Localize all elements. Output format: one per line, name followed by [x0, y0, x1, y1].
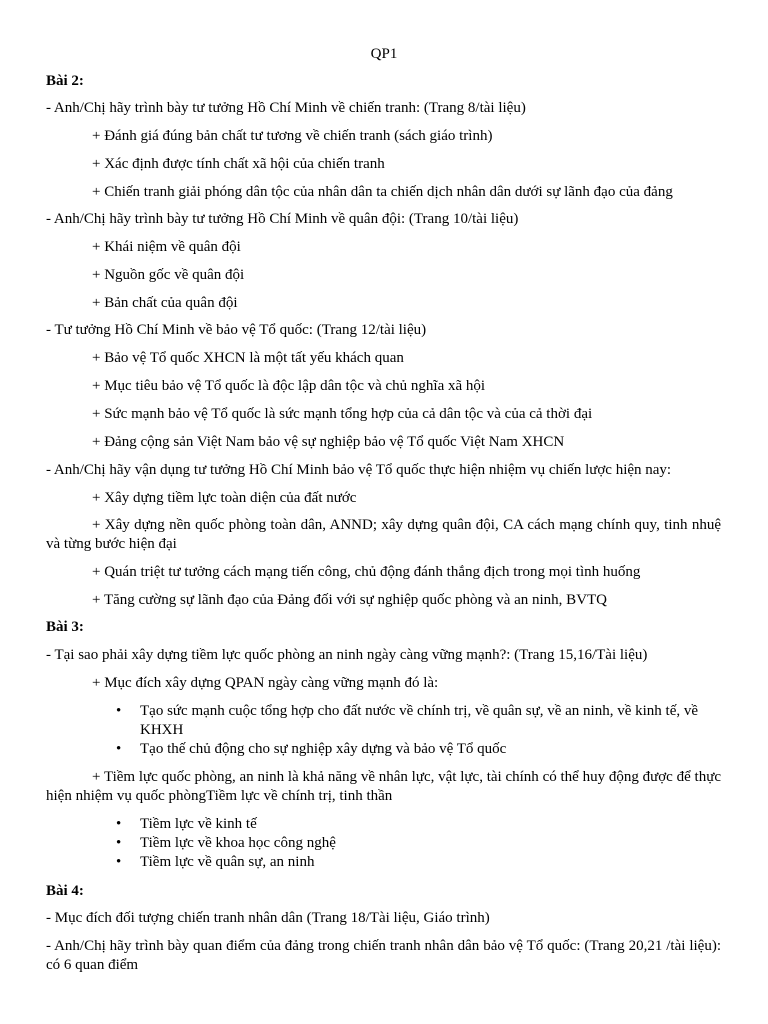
- section-heading-bai4: Bài 4:: [46, 883, 84, 899]
- question-defense-potential: - Tại sao phải xây dựng tiềm lực quốc phòng an ninh ngày càng vững mạnh?: (Trang 15,16/Tài liệu): [46, 647, 648, 663]
- question-peoples-war-purpose: - Mục đích đối tượng chiến tranh nhân dân (Trang 18/Tài liệu, Giáo trình): [46, 910, 490, 926]
- question-party-viewpoints: - Anh/Chị hãy trình bày quan điểm của đảng trong chiến tranh nhân dân bảo vệ Tổ quốc: (Trang 20,21 /tài liệu): có 6 quan điểm: [46, 938, 721, 973]
- list-item: + Quán triệt tư tưởng cách mạng tiến công, chủ động đánh thắng địch trong mọi tình huống: [92, 564, 641, 580]
- list-item: + Xây dựng tiềm lực toàn diện của đất nước: [92, 490, 357, 506]
- paragraph-potential-definition: + Tiềm lực quốc phòng, an ninh là khả năng về nhân lực, vật lực, tài chính có thể huy động được để thực hiện nhiệm vụ quốc phòngTiềm lực về chính trị, tinh thần: [46, 769, 721, 804]
- bullet-item: • Tiềm lực về kinh tế: [140, 815, 721, 834]
- question-hcm-defense: - Tư tưởng Hồ Chí Minh về bảo vệ Tổ quốc: (Trang 12/tài liệu): [46, 322, 427, 338]
- bullet-item: • Tạo sức mạnh cuộc tổng hợp cho đất nước về chính trị, về quân sự, về an ninh, về kinh tế, về KHXH: [140, 702, 721, 740]
- list-item: + Xác định được tính chất xã hội của chiến tranh: [92, 156, 385, 172]
- question-apply-hcm: - Anh/Chị hãy vận dụng tư tưởng Hồ Chí Minh bảo vệ Tổ quốc thực hiện nhiệm vụ chiến lược hiện nay:: [46, 462, 672, 478]
- section-heading-bai2: Bài 2:: [46, 73, 84, 89]
- document-title: QP1: [370, 46, 398, 62]
- question-hcm-war: - Anh/Chị hãy trình bày tư tưởng Hồ Chí Minh về chiến tranh: (Trang 8/tài liệu): [46, 100, 526, 116]
- bullet-item: • Tiềm lực về khoa học công nghệ: [140, 834, 721, 853]
- bullet-item: • Tiềm lực về quân sự, an ninh: [140, 853, 721, 872]
- list-item: + Đảng cộng sản Việt Nam bảo vệ sự nghiệp bảo vệ Tổ quốc Việt Nam XHCN: [92, 434, 565, 450]
- list-item: + Tăng cường sự lãnh đạo của Đảng đối với sự nghiệp quốc phòng và an ninh, BVTQ: [92, 592, 608, 608]
- list-item: + Đánh giá đúng bản chất tư tương về chiến tranh (sách giáo trình): [92, 128, 493, 144]
- list-item: + Chiến tranh giải phóng dân tộc của nhân dân ta chiến dịch nhân dân dưới sự lãnh đạo của đảng: [92, 184, 673, 200]
- list-item: + Mục tiêu bảo vệ Tổ quốc là độc lập dân tộc và chủ nghĩa xã hội: [92, 378, 486, 394]
- question-hcm-army: - Anh/Chị hãy trình bày tư tưởng Hồ Chí Minh về quân đội: (Trang 10/tài liệu): [46, 211, 519, 227]
- list-item: + Bảo vệ Tổ quốc XHCN là một tất yếu khách quan: [92, 350, 404, 366]
- list-item: + Nguồn gốc về quân đội: [92, 267, 245, 283]
- section-heading-bai3: Bài 3:: [46, 619, 84, 635]
- bullet-item: • Tạo thế chủ động cho sự nghiệp xây dựng và bảo vệ Tổ quốc: [140, 740, 721, 759]
- list-item: + Xây dựng nền quốc phòng toàn dân, ANND; xây dựng quân đội, CA cách mạng chính quy, tinh nhuệ và từng bước hiện đại: [46, 517, 721, 552]
- list-item: + Bản chất của quân đội: [92, 295, 238, 311]
- paragraph-purpose: + Mục đích xây dựng QPAN ngày càng vững mạnh đó là:: [92, 675, 439, 691]
- list-item: + Sức mạnh bảo vệ Tổ quốc là sức mạnh tổng hợp của cả dân tộc và của cả thời đại: [92, 406, 593, 422]
- list-item: + Khái niệm về quân đội: [92, 239, 241, 255]
